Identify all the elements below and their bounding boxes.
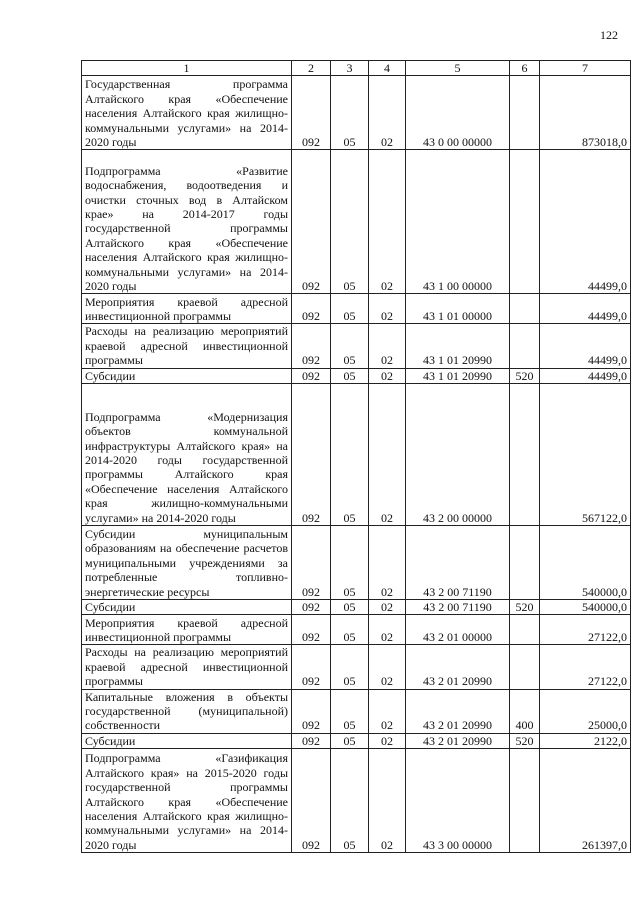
row-col-2: 092 bbox=[292, 368, 331, 383]
row-col-3: 05 bbox=[331, 76, 369, 150]
column-header-5: 5 bbox=[406, 61, 510, 76]
table-row bbox=[82, 368, 631, 383]
row-col-6 bbox=[510, 294, 540, 324]
row-col-7: 873018,0 bbox=[540, 76, 631, 150]
row-col-7: 44499,0 bbox=[540, 368, 631, 383]
row-col-7: 27122,0 bbox=[540, 645, 631, 689]
row-col-5: 43 1 01 20990 bbox=[406, 368, 510, 383]
row-col-6 bbox=[510, 150, 540, 294]
column-header-6: 6 bbox=[510, 61, 540, 76]
row-col-6 bbox=[510, 615, 540, 645]
row-name: Расходы на реализацию мероприятий краевой адресной инвестиционной программы bbox=[82, 645, 292, 689]
row-col-7: 25000,0 bbox=[540, 689, 631, 733]
row-name: Мероприятия краевой адресной инвестиционной программы bbox=[82, 294, 292, 324]
row-col-7: 261397,0 bbox=[540, 749, 631, 853]
row-name: Подпрограмма «Модернизация объектов коммунальной инфраструктуры Алтайского края» на 2014-2020 годы государственной программы Алтайского края «Обеспечение населения Алтайского края жилищно-коммунальными услугами» на 2014-2020 годы bbox=[82, 384, 292, 526]
row-col-4: 02 bbox=[369, 733, 406, 748]
table-row bbox=[82, 294, 631, 324]
table-row bbox=[82, 600, 631, 615]
table-row bbox=[82, 324, 631, 368]
row-col-3: 05 bbox=[331, 749, 369, 853]
row-col-5: 43 2 01 00000 bbox=[406, 615, 510, 645]
row-col-5: 43 0 00 00000 bbox=[406, 76, 510, 150]
row-col-3: 05 bbox=[331, 733, 369, 748]
budget-table bbox=[81, 60, 631, 853]
row-col-4: 02 bbox=[369, 324, 406, 368]
row-name: Субсидии муниципальным образованиям на обеспечение расчетов муниципальными учреждениями за потребленные топливно-энергетические ресурсы bbox=[82, 526, 292, 600]
column-header-4: 4 bbox=[369, 61, 406, 76]
row-col-6 bbox=[510, 526, 540, 600]
column-header-3: 3 bbox=[331, 61, 369, 76]
row-col-2: 092 bbox=[292, 733, 331, 748]
row-col-4: 02 bbox=[369, 368, 406, 383]
row-col-2: 092 bbox=[292, 615, 331, 645]
row-name: Расходы на реализацию мероприятий краевой адресной инвестиционной программы bbox=[82, 324, 292, 368]
row-col-4: 02 bbox=[369, 526, 406, 600]
row-col-7: 2122,0 bbox=[540, 733, 631, 748]
row-col-2: 092 bbox=[292, 749, 331, 853]
row-col-2: 092 bbox=[292, 76, 331, 150]
row-col-5: 43 2 01 20990 bbox=[406, 689, 510, 733]
row-name: Капитальные вложения в объекты государственной (муниципальной) собственности bbox=[82, 689, 292, 733]
row-col-3: 05 bbox=[331, 150, 369, 294]
row-col-2: 092 bbox=[292, 150, 331, 294]
row-col-6 bbox=[510, 324, 540, 368]
column-header-1: 1 bbox=[82, 61, 292, 76]
row-col-6 bbox=[510, 76, 540, 150]
row-name: Субсидии bbox=[82, 368, 292, 383]
table-row bbox=[82, 733, 631, 748]
row-col-4: 02 bbox=[369, 384, 406, 526]
row-col-5: 43 3 00 00000 bbox=[406, 749, 510, 853]
row-col-3: 05 bbox=[331, 689, 369, 733]
row-col-5: 43 1 01 20990 bbox=[406, 324, 510, 368]
row-col-5: 43 2 01 20990 bbox=[406, 733, 510, 748]
row-col-6 bbox=[510, 645, 540, 689]
row-name: Государственная программа Алтайского края «Обеспечение населения Алтайского края жилищно-коммунальными услугами» на 2014-2020 годы bbox=[82, 76, 292, 150]
table-row bbox=[82, 689, 631, 733]
row-col-3: 05 bbox=[331, 294, 369, 324]
row-col-7: 567122,0 bbox=[540, 384, 631, 526]
row-col-2: 092 bbox=[292, 689, 331, 733]
column-header-7: 7 bbox=[540, 61, 631, 76]
row-col-4: 02 bbox=[369, 645, 406, 689]
row-col-2: 092 bbox=[292, 526, 331, 600]
row-col-4: 02 bbox=[369, 294, 406, 324]
row-col-6 bbox=[510, 749, 540, 853]
table-row bbox=[82, 384, 631, 526]
row-col-5: 43 2 01 20990 bbox=[406, 645, 510, 689]
row-col-2: 092 bbox=[292, 384, 331, 526]
row-col-3: 05 bbox=[331, 368, 369, 383]
row-col-7: 44499,0 bbox=[540, 150, 631, 294]
row-col-6: 520 bbox=[510, 733, 540, 748]
row-col-2: 092 bbox=[292, 294, 331, 324]
row-col-4: 02 bbox=[369, 749, 406, 853]
row-col-7: 540000,0 bbox=[540, 600, 631, 615]
row-name: Субсидии bbox=[82, 733, 292, 748]
table-row bbox=[82, 615, 631, 645]
table-row bbox=[82, 526, 631, 600]
row-col-3: 05 bbox=[331, 615, 369, 645]
row-col-3: 05 bbox=[331, 645, 369, 689]
row-col-3: 05 bbox=[331, 600, 369, 615]
row-col-7: 44499,0 bbox=[540, 324, 631, 368]
row-col-3: 05 bbox=[331, 324, 369, 368]
row-col-6: 520 bbox=[510, 368, 540, 383]
row-name: Субсидии bbox=[82, 600, 292, 615]
table-row bbox=[82, 76, 631, 150]
row-col-5: 43 1 00 00000 bbox=[406, 150, 510, 294]
row-col-3: 05 bbox=[331, 526, 369, 600]
header-row bbox=[82, 61, 631, 76]
table-row bbox=[82, 150, 631, 294]
row-name: Подпрограмма «Газификация Алтайского края» на 2015-2020 годы государственной программы Алтайского края «Обеспечение населения Алтайского края жилищно-коммунальными услугами» на 2014-2020 годы bbox=[82, 749, 292, 853]
row-col-4: 02 bbox=[369, 615, 406, 645]
row-col-7: 27122,0 bbox=[540, 615, 631, 645]
row-col-4: 02 bbox=[369, 150, 406, 294]
row-col-2: 092 bbox=[292, 645, 331, 689]
row-col-5: 43 2 00 00000 bbox=[406, 384, 510, 526]
row-col-5: 43 2 00 71190 bbox=[406, 600, 510, 615]
row-col-4: 02 bbox=[369, 76, 406, 150]
row-col-3: 05 bbox=[331, 384, 369, 526]
row-col-7: 44499,0 bbox=[540, 294, 631, 324]
row-name: Мероприятия краевой адресной инвестиционной программы bbox=[82, 615, 292, 645]
row-col-5: 43 1 01 00000 bbox=[406, 294, 510, 324]
row-name: Подпрограмма «Развитие водоснабжения, водоотведения и очистки сточных вод в Алтайском крае» на 2014-2017 годы государственной программы Алтайского края «Обеспечение населения Алтайского края жилищно-коммунальными услугами» на 2014-2020 годы bbox=[82, 150, 292, 294]
row-col-6 bbox=[510, 384, 540, 526]
row-col-6: 520 bbox=[510, 600, 540, 615]
page-number: 122 bbox=[600, 28, 618, 42]
row-col-2: 092 bbox=[292, 600, 331, 615]
column-header-2: 2 bbox=[292, 61, 331, 76]
row-col-5: 43 2 00 71190 bbox=[406, 526, 510, 600]
table-row bbox=[82, 749, 631, 853]
row-col-7: 540000,0 bbox=[540, 526, 631, 600]
table-row bbox=[82, 645, 631, 689]
row-col-2: 092 bbox=[292, 324, 331, 368]
row-col-4: 02 bbox=[369, 689, 406, 733]
row-col-6: 400 bbox=[510, 689, 540, 733]
row-col-4: 02 bbox=[369, 600, 406, 615]
